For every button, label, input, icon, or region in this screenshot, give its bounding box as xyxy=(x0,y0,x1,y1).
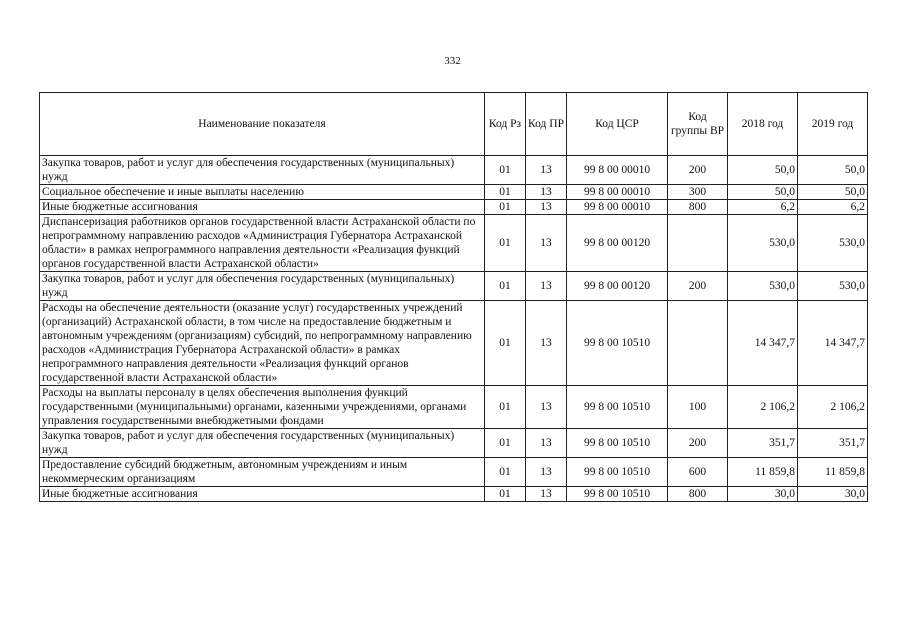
code-vr: 600 xyxy=(668,458,728,487)
code-vr: 300 xyxy=(668,185,728,200)
table-row xyxy=(40,301,868,386)
indicator-name: Закупка товаров, работ и услуг для обеспечения государственных (муниципальных) нужд xyxy=(40,429,485,458)
code-rz: 01 xyxy=(485,200,526,215)
page-number: 332 xyxy=(444,55,461,67)
amount-2018: 530,0 xyxy=(728,215,798,272)
indicator-name: Расходы на выплаты персоналу в целях обеспечения выполнения функций государственными (муниципальными) органами, казенными учреждениями, органами управления государственными внебюджетными фондами xyxy=(40,386,485,429)
amount-2018: 14 347,7 xyxy=(728,301,798,386)
code-pr: 13 xyxy=(526,301,567,386)
table-row xyxy=(40,458,868,487)
code-rz: 01 xyxy=(485,185,526,200)
amount-2018: 2 106,2 xyxy=(728,386,798,429)
code-vr: 100 xyxy=(668,386,728,429)
code-pr: 13 xyxy=(526,487,567,502)
header-indicator-name: Наименование показателя xyxy=(40,93,485,156)
header-code-csr: Код ЦСР xyxy=(567,93,668,156)
table-row xyxy=(40,386,868,429)
code-csr: 99 8 00 10510 xyxy=(567,429,668,458)
code-pr: 13 xyxy=(526,215,567,272)
code-vr: 200 xyxy=(668,272,728,301)
code-pr: 13 xyxy=(526,458,567,487)
code-vr: 800 xyxy=(668,487,728,502)
code-pr: 13 xyxy=(526,185,567,200)
amount-2019: 50,0 xyxy=(798,156,868,185)
code-rz: 01 xyxy=(485,272,526,301)
amount-2018: 50,0 xyxy=(728,156,798,185)
code-csr: 99 8 00 00120 xyxy=(567,272,668,301)
code-rz: 01 xyxy=(485,386,526,429)
amount-2019: 351,7 xyxy=(798,429,868,458)
code-csr: 99 8 00 10510 xyxy=(567,458,668,487)
code-csr: 99 8 00 00010 xyxy=(567,185,668,200)
header-year-2018: 2018 год xyxy=(728,93,798,156)
table-row xyxy=(40,156,868,185)
code-vr xyxy=(668,301,728,386)
table-row xyxy=(40,429,868,458)
code-rz: 01 xyxy=(485,301,526,386)
indicator-name: Социальное обеспечение и иные выплаты населению xyxy=(40,185,485,200)
header-code-vr: Код группы ВР xyxy=(668,93,728,156)
code-csr: 99 8 00 10510 xyxy=(567,386,668,429)
amount-2018: 351,7 xyxy=(728,429,798,458)
code-rz: 01 xyxy=(485,156,526,185)
code-csr: 99 8 00 00010 xyxy=(567,156,668,185)
code-csr: 99 8 00 00010 xyxy=(567,200,668,215)
indicator-name: Иные бюджетные ассигнования xyxy=(40,487,485,502)
amount-2019: 530,0 xyxy=(798,272,868,301)
code-vr: 200 xyxy=(668,429,728,458)
code-pr: 13 xyxy=(526,156,567,185)
code-vr: 800 xyxy=(668,200,728,215)
code-rz: 01 xyxy=(485,429,526,458)
header-year-2019: 2019 год xyxy=(798,93,868,156)
table-row xyxy=(40,272,868,301)
amount-2019: 30,0 xyxy=(798,487,868,502)
indicator-name: Закупка товаров, работ и услуг для обеспечения государственных (муниципальных) нужд xyxy=(40,272,485,301)
code-pr: 13 xyxy=(526,386,567,429)
code-vr xyxy=(668,215,728,272)
amount-2018: 11 859,8 xyxy=(728,458,798,487)
code-csr: 99 8 00 00120 xyxy=(567,215,668,272)
code-rz: 01 xyxy=(485,458,526,487)
amount-2019: 50,0 xyxy=(798,185,868,200)
code-csr: 99 8 00 10510 xyxy=(567,301,668,386)
table-row xyxy=(40,215,868,272)
code-pr: 13 xyxy=(526,429,567,458)
code-rz: 01 xyxy=(485,215,526,272)
amount-2018: 30,0 xyxy=(728,487,798,502)
amount-2018: 50,0 xyxy=(728,185,798,200)
code-rz: 01 xyxy=(485,487,526,502)
indicator-name: Диспансеризация работников органов государственной власти Астраханской области по непрограммному направлению расходов «Администрация Губернатора Астраханской области» в рамках непрограммного направления деятельности «Реализация функций органов государственной власти Астраханской области» xyxy=(40,215,485,272)
table-row xyxy=(40,185,868,200)
amount-2018: 6,2 xyxy=(728,200,798,215)
amount-2019: 14 347,7 xyxy=(798,301,868,386)
budget-table xyxy=(39,92,868,502)
amount-2019: 6,2 xyxy=(798,200,868,215)
indicator-name: Предоставление субсидий бюджетным, автономным учреждениям и иным некоммерческим организациям xyxy=(40,458,485,487)
code-pr: 13 xyxy=(526,272,567,301)
indicator-name: Иные бюджетные ассигнования xyxy=(40,200,485,215)
table-row xyxy=(40,487,868,502)
amount-2018: 530,0 xyxy=(728,272,798,301)
code-csr: 99 8 00 10510 xyxy=(567,487,668,502)
indicator-name: Расходы на обеспечение деятельности (оказание услуг) государственных учреждений (организаций) Астраханской области, в том числе на предоставление бюджетным и автономным учреждениям (организациям) субсидий, по непрограммному направлению расходов «Администрация Губернатора Астраханской области» в рамках непрограммного направления деятельности «Реализация функций органов государственной власти Астраханской области» xyxy=(40,301,485,386)
indicator-name: Закупка товаров, работ и услуг для обеспечения государственных (муниципальных) нужд xyxy=(40,156,485,185)
header-code-rz: Код Рз xyxy=(485,93,526,156)
table-header-row xyxy=(40,93,868,156)
header-code-pr: Код ПР xyxy=(526,93,567,156)
amount-2019: 2 106,2 xyxy=(798,386,868,429)
table-row xyxy=(40,200,868,215)
code-vr: 200 xyxy=(668,156,728,185)
amount-2019: 530,0 xyxy=(798,215,868,272)
code-pr: 13 xyxy=(526,200,567,215)
amount-2019: 11 859,8 xyxy=(798,458,868,487)
